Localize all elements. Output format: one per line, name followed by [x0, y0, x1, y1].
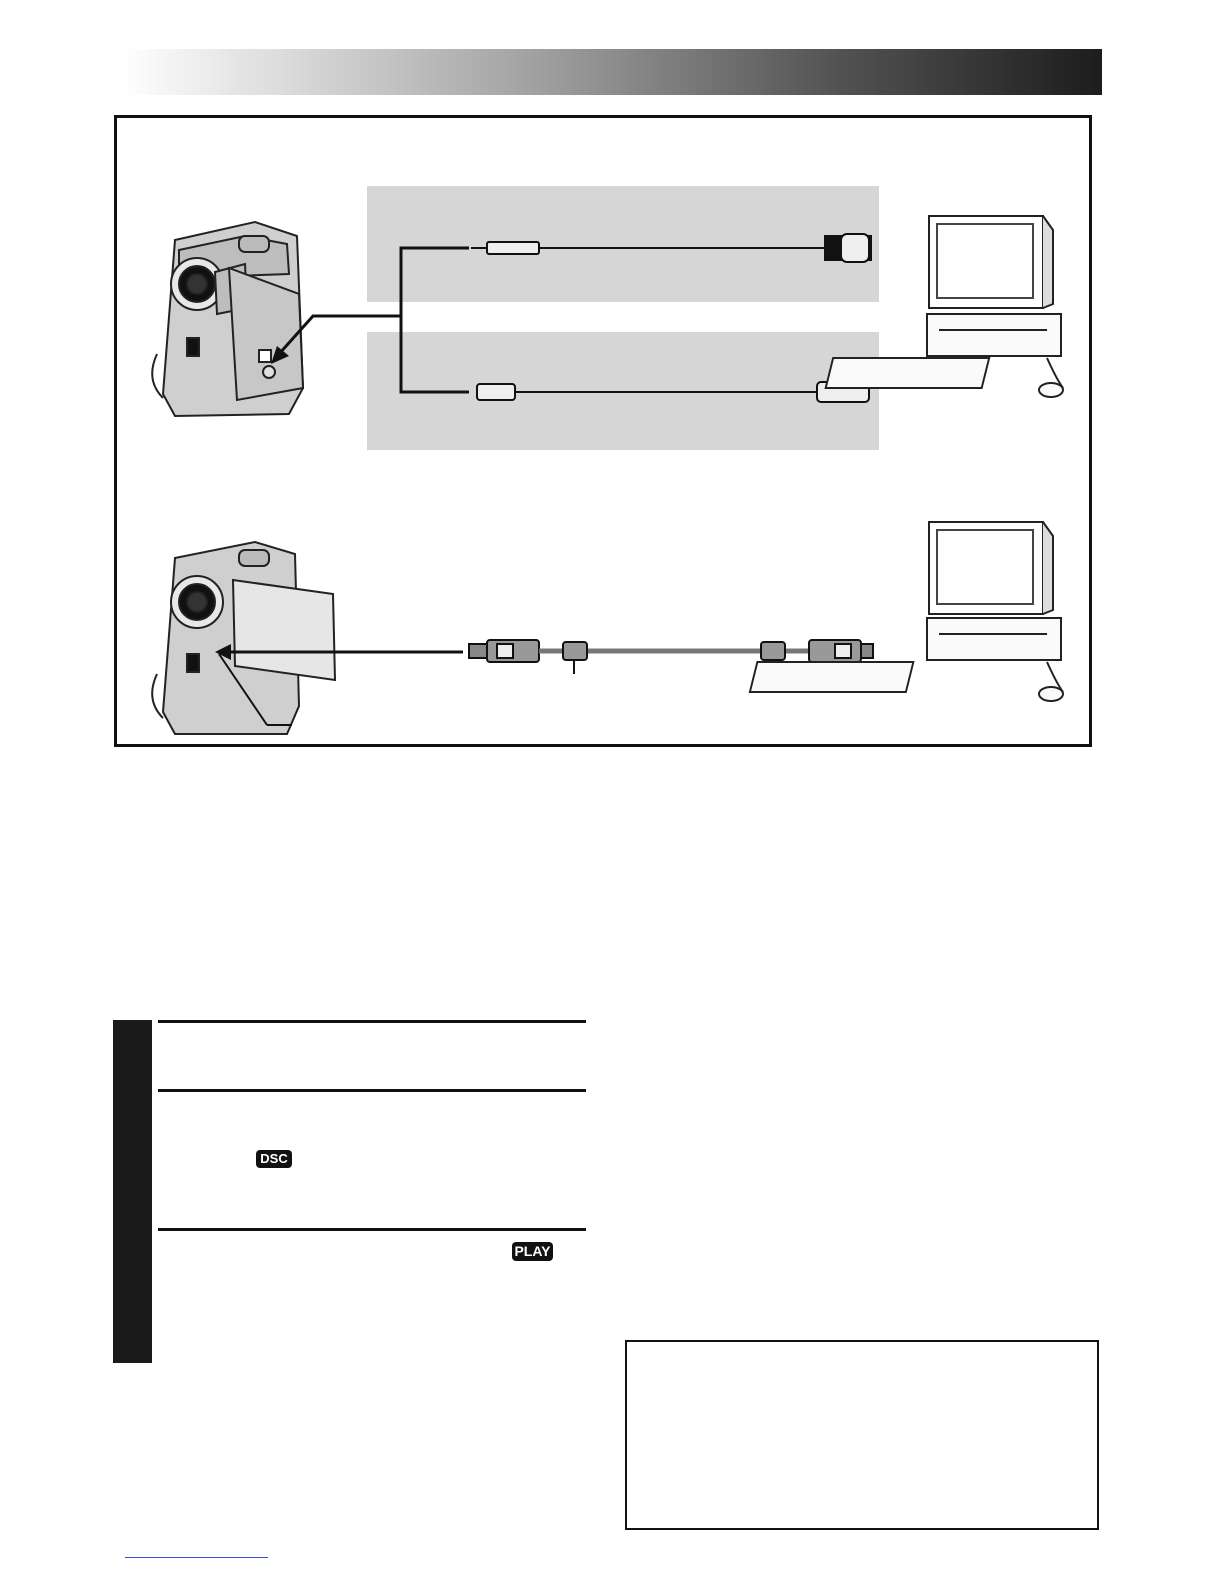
section-header-bar: [120, 49, 1102, 95]
play-mode-badge: PLAY: [512, 1242, 553, 1261]
step-3-rule: [158, 1228, 586, 1231]
step-sidebar: [113, 1020, 152, 1363]
connection-diagram-art: [117, 118, 1095, 750]
camcorder-bottom-icon: [152, 542, 335, 734]
serial-cable-panel: [367, 186, 879, 302]
step-1-rule: [158, 1020, 586, 1023]
camcorder-top-icon: [152, 222, 303, 416]
dsc-mode-badge: DSC: [256, 1150, 292, 1168]
note-box: [625, 1340, 1099, 1530]
step-2-rule: [158, 1089, 586, 1092]
connection-diagram: [114, 115, 1092, 747]
computer-bottom-icon: [750, 522, 1063, 701]
page-link-underline[interactable]: [125, 1557, 268, 1558]
